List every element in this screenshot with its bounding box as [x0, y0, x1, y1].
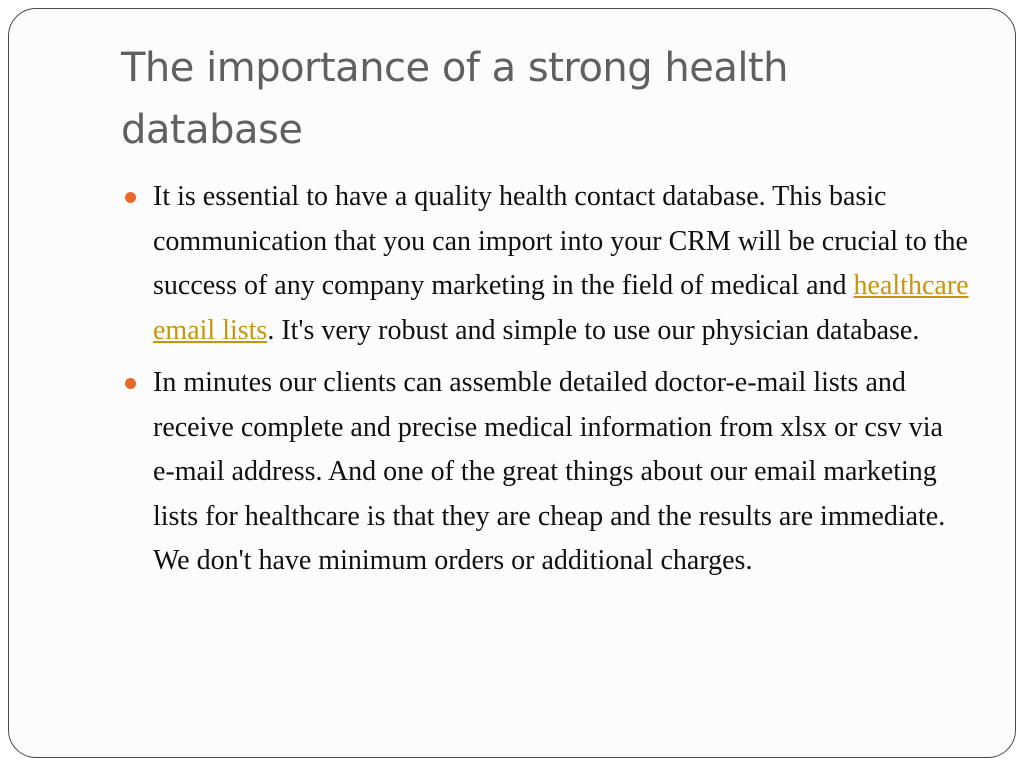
healthcare-email-lists-link[interactable]: healthcare email lists: [153, 270, 969, 346]
slide-frame: [8, 8, 1016, 758]
bullet-dot-icon: [125, 192, 136, 203]
bullet-text-before-link: It is essential to have a quality health contact database. This basic communication that you can import into your CRM will be crucial to the success of any company marketing in the field of medical and: [153, 181, 968, 301]
bullet-list: [121, 175, 971, 592]
slide-title: The importance of a strong health database: [121, 45, 788, 153]
bullet-text: In minutes our clients can assemble detailed doctor-e-mail lists and receive complete and precise medical information from xlsx or csv via e-mail address. And one of the great things about our email marketing lists for healthcare is that they are cheap and the results are immediate. We don't have minimum orders or additional charges.: [153, 367, 946, 576]
bullet-item: [121, 175, 971, 353]
bullet-item: [121, 361, 971, 584]
bullet-text-after-link: . It's very robust and simple to use our physician database.: [267, 314, 920, 346]
bullet-dot-icon: [125, 378, 136, 389]
